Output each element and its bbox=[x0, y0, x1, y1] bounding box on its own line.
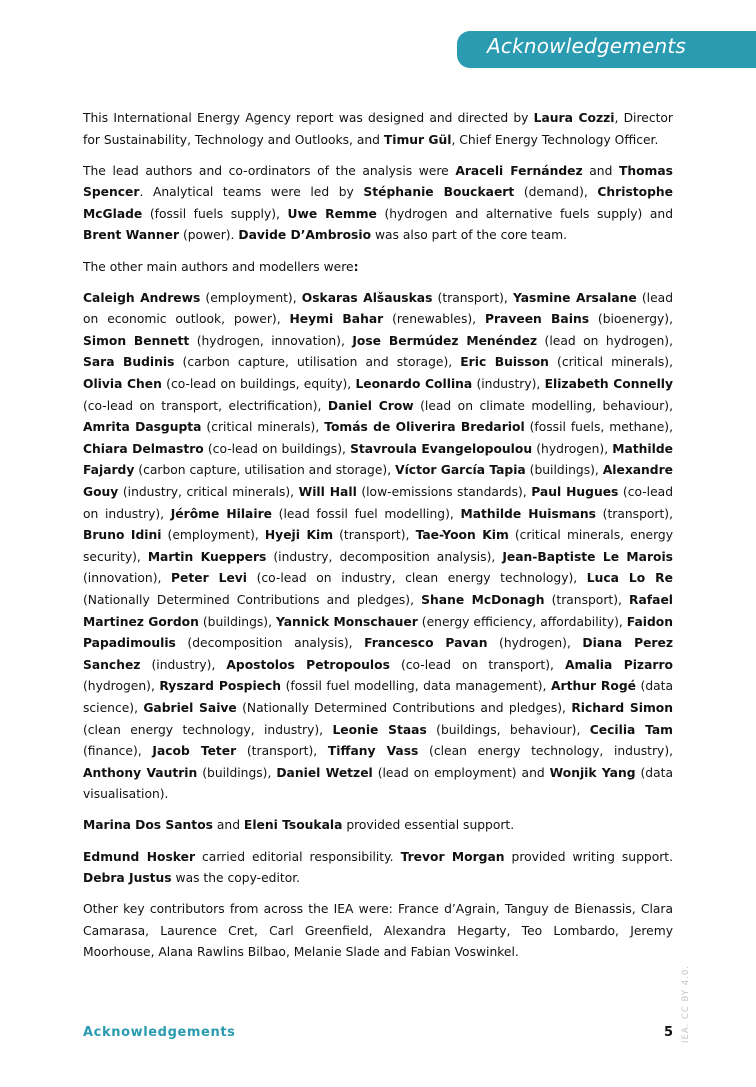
page-title: Acknowledgements bbox=[487, 34, 687, 58]
paragraph-authors-list bbox=[83, 288, 673, 806]
contributor-name: Will Hall bbox=[298, 485, 357, 499]
contributor-name: Mathilde Huismans bbox=[460, 506, 596, 521]
contributor-name: Thomas Spencer bbox=[83, 163, 673, 200]
paragraph-text: (critical minerals), bbox=[201, 420, 325, 435]
paragraph-text: (hydrogen), bbox=[83, 679, 160, 694]
paragraph-text: (clean energy technology, industry), bbox=[418, 744, 674, 759]
contributor-name: Leonardo Collina bbox=[355, 377, 473, 392]
contributor-name: Caleigh Andrews bbox=[83, 290, 201, 305]
paragraph-text: (power). bbox=[179, 228, 239, 243]
paragraph-text: (finance), bbox=[83, 744, 153, 759]
paragraph-text: (demand), bbox=[514, 185, 598, 200]
paragraph-text: (buildings, behaviour), bbox=[426, 722, 590, 737]
paragraph-text: (clean energy technology, industry), bbox=[83, 722, 333, 737]
paragraph-text: (bioenergy), bbox=[589, 312, 674, 327]
paragraph-text: (transport), bbox=[236, 744, 328, 759]
contributor-name: Olivia Chen bbox=[83, 377, 162, 392]
contributor-name: Praveen Bains bbox=[484, 312, 590, 327]
contributor-name: Daniel Wetzel bbox=[276, 765, 373, 780]
contributor-name: Simon Bennett bbox=[83, 333, 190, 348]
paragraph-report-direction bbox=[83, 108, 673, 151]
contributor-name: Daniel Crow bbox=[327, 398, 414, 413]
contributor-name: Jérôme Hilaire bbox=[170, 506, 272, 521]
contributor-name: Ryszard Pospiech bbox=[159, 679, 282, 694]
contributor-name: Amrita Dasgupta bbox=[83, 420, 202, 435]
contributor-name: Jean-Baptiste Le Marois bbox=[502, 549, 673, 564]
paragraph-text: and bbox=[212, 818, 244, 833]
paragraph-support bbox=[83, 815, 673, 837]
paragraph-text: (hydrogen, innovation), bbox=[189, 333, 353, 348]
contributor-name: Timur Gül bbox=[383, 132, 452, 147]
paragraph-text: (transport), bbox=[333, 528, 416, 543]
contributor-name: Shane McDonagh bbox=[421, 592, 545, 607]
paragraph-text: (transport), bbox=[432, 290, 513, 305]
contributor-name: Elizabeth Connelly bbox=[544, 377, 674, 392]
contributor-name: Brent Wanner bbox=[83, 228, 180, 243]
paragraph-text: (employment), bbox=[200, 290, 302, 305]
contributor-name: Faidon Papadimoulis bbox=[83, 614, 673, 651]
contributor-name: Peter Levi bbox=[171, 571, 248, 586]
license-watermark: IEA. CC BY 4.0. bbox=[681, 965, 691, 1043]
contributor-name: Jose Bermúdez Menéndez bbox=[352, 333, 538, 348]
paragraph-text: (co-lead on industry, clean energy technology), bbox=[247, 571, 587, 586]
contributor-name: Tae-Yoon Kim bbox=[415, 528, 509, 543]
contributor-name: Laura Cozzi bbox=[533, 111, 615, 125]
contributor-name: Stéphanie Bouckaert bbox=[363, 185, 515, 200]
paragraph-text: (co-lead on buildings, equity), bbox=[161, 377, 356, 392]
paragraph-text: (innovation), bbox=[83, 571, 171, 586]
contributor-name: Stavroula Evangelopoulou bbox=[350, 441, 533, 456]
paragraph-text: (lead on hydrogen), bbox=[537, 333, 673, 348]
paragraph-text: (lead on climate modelling, behaviour), bbox=[413, 398, 673, 413]
contributor-name: Christophe McGlade bbox=[83, 185, 673, 221]
page-number: 5 bbox=[664, 1025, 674, 1040]
contributor-name: Mathilde Fajardy bbox=[83, 441, 673, 478]
paragraph-text: was also part of the core team. bbox=[371, 228, 567, 243]
contributor-name: Oskaras Alšauskas bbox=[301, 290, 433, 305]
acknowledgements-body bbox=[83, 108, 673, 973]
paragraph-text: (critical minerals), bbox=[548, 355, 673, 370]
contributor-name: Gabriel Saive bbox=[143, 700, 237, 715]
contributor-name: Cecilia Tam bbox=[589, 722, 673, 737]
contributor-name: Sara Budinis bbox=[83, 355, 175, 370]
paragraph-text: (industry), bbox=[472, 377, 545, 392]
paragraph-text: (transport), bbox=[544, 592, 630, 607]
contributor-name: Araceli Fernández bbox=[455, 163, 583, 178]
paragraph-text: The lead authors and co-ordinators of the analysis were bbox=[83, 163, 456, 178]
contributor-name: Leonie Staas bbox=[332, 722, 427, 737]
paragraph-text: provided writing support. bbox=[504, 849, 674, 864]
paragraph-text: (lead on economic outlook, power), bbox=[83, 290, 673, 327]
paragraph-text: (co-lead on transport, electrification), bbox=[83, 398, 328, 413]
paragraph-text: (carbon capture, utilisation and storage), bbox=[174, 355, 461, 370]
paragraph-text: The other main authors and modellers were bbox=[83, 259, 354, 274]
paragraph-text: (lead fossil fuel modelling), bbox=[271, 506, 461, 521]
contributor-name: Apostolos Petropoulos bbox=[226, 657, 390, 672]
paragraph-text: provided essential support. bbox=[342, 818, 515, 833]
contributor-name: Amalia Pizarro bbox=[564, 657, 673, 672]
paragraph-text: carried editorial responsibility. bbox=[195, 849, 401, 864]
paragraph-text: Other key contributors from across the IEA were: France d’Agrain, Tanguy de Bienassis, Clara Camarasa, Laurence Cret, Carl Greenfield, Alexandra Hegarty, Teo Lombardo, Jeremy Moorhouse, Alana Rawlins Bilbao, Melanie Slade and Fabian Voswinkel. bbox=[83, 902, 673, 960]
paragraph-text: (critical minerals, energy security), bbox=[83, 528, 673, 564]
paragraph-text: (buildings), bbox=[197, 765, 277, 780]
paragraph-text: (data science), bbox=[83, 679, 674, 715]
contributor-name: Arthur Rogé bbox=[551, 679, 636, 694]
paragraph-editorial bbox=[83, 847, 673, 890]
contributor-name: Tiffany Vass bbox=[327, 744, 419, 759]
contributor-name: Anthony Vautrin bbox=[83, 765, 198, 780]
paragraph-text: was the copy-editor. bbox=[171, 871, 301, 886]
contributor-name: Hyeji Kim bbox=[264, 528, 334, 543]
paragraph-text: (fossil fuels supply), bbox=[142, 206, 288, 221]
contributor-name: Edmund Hosker bbox=[83, 849, 196, 864]
paragraph-text: (carbon capture, utilisation and storage), bbox=[134, 463, 396, 478]
contributor-name: Tomás de Oliverira Bredariol bbox=[324, 420, 525, 435]
contributor-name: : bbox=[353, 259, 359, 274]
contributor-name: Eleni Tsoukala bbox=[243, 818, 343, 833]
paragraph-text: and bbox=[582, 163, 619, 178]
paragraph-text: (buildings), bbox=[525, 463, 603, 478]
contributor-name: Wonjik Yang bbox=[549, 765, 636, 780]
paragraph-text: (lead on employment) and bbox=[372, 765, 550, 780]
paragraph-text: (co-lead on industry), bbox=[83, 485, 674, 521]
paragraph-text: (Nationally Determined Contributions and pledges), bbox=[83, 592, 422, 607]
paragraph-text: (co-lead on buildings), bbox=[203, 441, 351, 456]
paragraph-text: (co-lead on transport), bbox=[389, 657, 565, 672]
paragraph-text: (energy efficiency, affordability), bbox=[417, 614, 627, 629]
paragraph-text: , Director for Sustainability, Technology and Outlooks, and bbox=[83, 111, 673, 147]
contributor-name: Paul Hugues bbox=[531, 485, 619, 499]
paragraph-text: , Chief Energy Technology Officer. bbox=[451, 132, 659, 147]
paragraph-text: (industry), bbox=[140, 657, 227, 672]
contributor-name: Jacob Teter bbox=[152, 744, 237, 759]
header-tab bbox=[457, 31, 756, 68]
contributor-name: Martin Kueppers bbox=[147, 549, 267, 564]
contributor-name: Yannick Monschauer bbox=[275, 614, 418, 629]
paragraph-text: (data visualisation). bbox=[83, 765, 673, 802]
contributor-name: Heymi Bahar bbox=[289, 312, 384, 327]
paragraph-text: (employment), bbox=[161, 528, 265, 543]
contributor-name: Uwe Remme bbox=[287, 206, 377, 221]
contributor-name: Francesco Pavan bbox=[364, 636, 488, 651]
contributor-name: Alexandre Gouy bbox=[83, 463, 674, 499]
paragraph-text: (hydrogen), bbox=[487, 636, 583, 651]
contributor-name: Marina Dos Santos bbox=[83, 818, 213, 833]
paragraph-text: (buildings), bbox=[198, 614, 276, 629]
paragraph-lead-authors bbox=[83, 161, 673, 247]
contributor-name: Richard Simon bbox=[571, 700, 673, 715]
contributor-name: Luca Lo Re bbox=[586, 571, 673, 586]
contributor-name: Rafael Martinez Gordon bbox=[83, 592, 674, 629]
paragraph-text: (Nationally Determined Contributions and pledges), bbox=[236, 700, 572, 715]
paragraph-text: (hydrogen), bbox=[532, 441, 613, 456]
footer-section-title: Acknowledgements bbox=[83, 1025, 236, 1040]
paragraph-text: . Analytical teams were led by bbox=[139, 185, 364, 200]
paragraph-text: This International Energy Agency report was designed and directed by bbox=[83, 111, 534, 125]
contributor-name: Diana Perez Sanchez bbox=[83, 636, 673, 672]
paragraph-text: (decomposition analysis), bbox=[175, 636, 365, 651]
paragraph-text: (low-emissions standards), bbox=[356, 485, 532, 499]
contributor-name: Chiara Delmastro bbox=[83, 441, 204, 456]
paragraph-text: (hydrogen and alternative fuels supply) and bbox=[376, 206, 673, 221]
paragraph-text: (renewables), bbox=[383, 312, 485, 327]
paragraph-other-authors-intro bbox=[83, 257, 673, 279]
paragraph-text: (fossil fuels, methane), bbox=[524, 420, 673, 435]
contributor-name: Debra Justus bbox=[83, 871, 172, 886]
contributor-name: Trevor Morgan bbox=[400, 849, 505, 864]
paragraph-text: (fossil fuel modelling, data management), bbox=[281, 679, 551, 694]
contributor-name: Bruno Idini bbox=[83, 528, 162, 543]
paragraph-text: (industry, critical minerals), bbox=[118, 485, 299, 499]
paragraph-text: (industry, decomposition analysis), bbox=[266, 549, 503, 564]
paragraph-text: (transport), bbox=[596, 506, 673, 521]
contributor-name: Yasmine Arsalane bbox=[512, 290, 637, 305]
contributor-name: Davide D’Ambrosio bbox=[238, 228, 372, 243]
paragraph-other-contributors bbox=[83, 899, 673, 964]
contributor-name: Eric Buisson bbox=[460, 355, 549, 370]
contributor-name: Víctor García Tapia bbox=[395, 463, 526, 478]
